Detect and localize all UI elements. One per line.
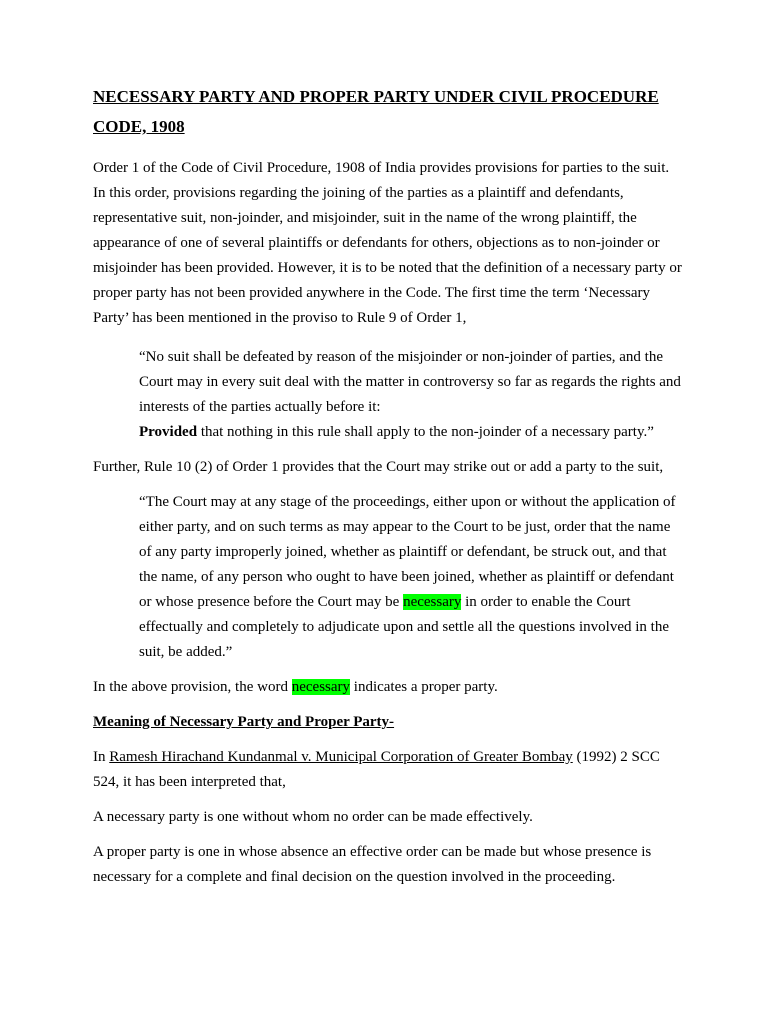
document-title: NECESSARY PARTY AND PROPER PARTY UNDER CIVIL PROCEDURE CODE, 1908 xyxy=(93,87,659,136)
case-suffix: (1992) 2 SCC 524, it has been interpreted that, xyxy=(93,749,660,790)
above-provision-paragraph xyxy=(93,675,683,700)
document-page xyxy=(93,82,683,890)
meaning-heading: Meaning of Necessary Party and Proper Party- xyxy=(93,714,395,730)
proviso-rest: that nothing in this rule shall apply to the non-joinder of a necessary party.” xyxy=(197,424,654,440)
rule10-quote-after: in order to enable the Court effectually and completely to adjudicate upon and settle all the questions involved in the suit, be added.” xyxy=(139,594,669,660)
necessary-party-definition: A necessary party is one without whom no order can be made effectively. xyxy=(93,809,533,825)
proviso-quote-text: “No suit shall be defeated by reason of the misjoinder or non-joinder of parties, and the Court may in every suit deal with the matter in controversy so far as regards the rights and interests of the parties actually before it: xyxy=(139,349,681,415)
above-after: indicates a proper party. xyxy=(350,679,498,695)
rule10-quote-before: “The Court may at any stage of the proceedings, either upon or without the application of either party, and on such terms as may appear to the Court to be just, order that the name of any party improperly joined, whether as plaintiff or defendant, be struck out, and that the name, of any person who ought to have been joined, whether as plaintiff or defendant or whose presence before the Court may be xyxy=(139,494,676,610)
intro-paragraph: Order 1 of the Code of Civil Procedure, 1908 of India provides provisions for parties to the suit. In this order, provisions regarding the joining of the parties as a plaintiff and defendants, representative suit, non-joinder, and misjoinder, suit in the name of the wrong plaintiff, the appearance of one of several plaintiffs or defendants for others, objections as to non-joinder or misjoinder has been provided. However, it is to be noted that the definition of a necessary party or proper party has not been provided anywhere in the Code. The first time the term ‘Necessary Party’ has been mentioned in the proviso to Rule 9 of Order 1, xyxy=(93,160,682,326)
case-prefix: In xyxy=(93,749,110,765)
proviso-quote xyxy=(139,345,683,445)
case-paragraph xyxy=(93,745,683,795)
proviso-line xyxy=(139,420,683,445)
proper-party-definition: A proper party is one in whose absence an effective order can be made but whose presence is necessary for a complete and final decision on the question involved in the proceeding. xyxy=(93,844,652,885)
highlighted-word-necessary: necessary xyxy=(403,594,462,610)
rule10-paragraph: Further, Rule 10 (2) of Order 1 provides that the Court may strike out or add a party to the suit, xyxy=(93,459,664,475)
proviso-bold-word: Provided xyxy=(139,424,198,440)
above-before: In the above provision, the word xyxy=(93,679,292,695)
case-name-link[interactable]: Ramesh Hirachand Kundanmal v. Municipal Corporation of Greater Bombay xyxy=(109,749,573,765)
rule10-quote xyxy=(139,490,683,665)
highlighted-word-necessary-2: necessary xyxy=(291,679,351,695)
